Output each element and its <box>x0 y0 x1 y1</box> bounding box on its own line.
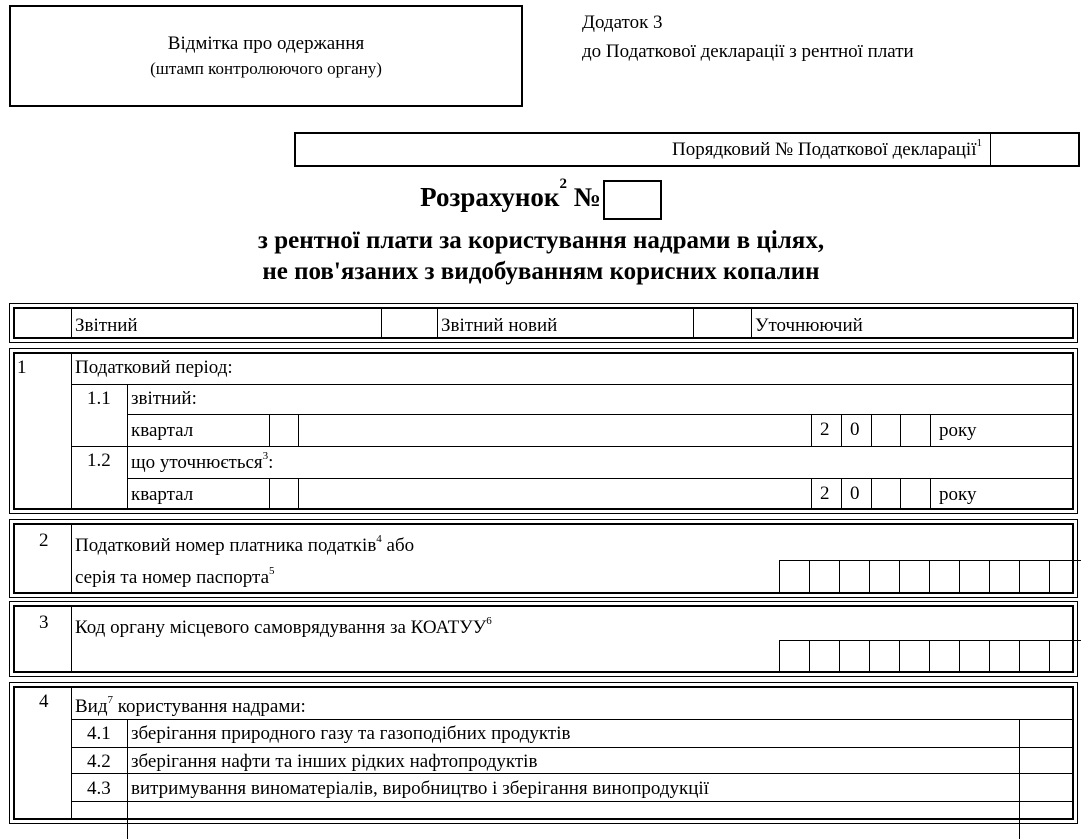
calculation-number-field[interactable] <box>603 180 662 220</box>
row-1-1-quarter-field[interactable] <box>269 414 299 446</box>
row-1-2-year-label: року <box>939 484 977 505</box>
row-1-1-year-digit2: 0 <box>850 419 860 440</box>
stamp-line1: Відмітка про одержання <box>167 33 365 54</box>
stamp-line2: (штамп контролюючого органу) <box>150 59 382 78</box>
declaration-number-field[interactable] <box>990 134 1081 165</box>
item-4-2-num: 4.2 <box>87 751 111 772</box>
row-1-1-label: звітний: <box>131 388 197 409</box>
row-1-2-label: що уточнюється$^3$: <box>131 450 274 473</box>
type-clarifying: Уточнюючий <box>755 315 863 336</box>
section-2-num: 2 <box>39 530 49 551</box>
row-1-2-year-field[interactable] <box>811 478 931 510</box>
item-4-1-num: 4.1 <box>87 723 111 744</box>
section-3-num: 3 <box>39 612 49 633</box>
type-reporting-new: Звітний новий <box>441 315 558 336</box>
koatuu-field[interactable] <box>779 640 1081 673</box>
subtitle-line1: з рентної плати за користування надрами в цілях, <box>257 227 825 254</box>
section-2-line1: Податковий номер платника податків$^4$ або <box>75 533 415 556</box>
item-4-3-num: 4.3 <box>87 778 111 799</box>
section-1-num: 1 <box>17 357 27 378</box>
type-reporting-new-checkbox[interactable] <box>381 309 437 337</box>
declaration-number-row <box>294 132 1080 167</box>
section-2-tax-number <box>9 519 1078 598</box>
section-2-line2: серія та номер паспорта$^5$ <box>75 565 275 588</box>
row-1-2-year-digit1: 2 <box>820 483 830 504</box>
row-1-1-year-field[interactable] <box>811 414 931 446</box>
row-1-2-num: 1.2 <box>87 450 111 471</box>
row-1-2-year-digit2: 0 <box>850 483 860 504</box>
section-1-tax-period <box>9 348 1078 514</box>
row-1-1-num: 1.1 <box>87 388 111 409</box>
declaration-number-label: Порядковий № Податкової декларації$^1$ <box>672 137 982 160</box>
item-4-2-label: зберігання нафти та інших рідких нафтопродуктів <box>131 751 538 772</box>
item-4-3-label: витримування виноматеріалів, виробництво і зберігання винопродукції <box>131 778 709 799</box>
section-1-label: Податковий період: <box>75 357 233 378</box>
row-1-1-year-label: року <box>939 420 977 441</box>
stamp-box <box>9 5 523 107</box>
annex-line2: до Податкової декларації з рентної плати <box>582 41 914 62</box>
item-4-1-label: зберігання природного газу та газоподібних продуктів <box>131 723 571 744</box>
annex-line1: Додаток 3 <box>582 12 663 33</box>
row-1-2-quarter-field[interactable] <box>269 478 299 510</box>
type-reporting-checkbox[interactable] <box>15 309 71 337</box>
section-3-label: Код органу місцевого самоврядування за КОАТУУ$^6$ <box>75 615 492 638</box>
section-3-koatuu <box>9 601 1078 677</box>
row-1-1-year-digit1: 2 <box>820 419 830 440</box>
type-clarifying-checkbox[interactable] <box>693 309 751 337</box>
section-4-subsoil-use <box>9 682 1078 824</box>
item-4-3-checkbox[interactable] <box>1019 773 1075 801</box>
item-4-2-checkbox[interactable] <box>1019 747 1075 773</box>
item-4-1-checkbox[interactable] <box>1019 719 1075 747</box>
annex-heading <box>582 8 914 66</box>
tax-number-field[interactable] <box>779 560 1081 593</box>
page-title: Розрахунок$^2$ № <box>0 180 1082 220</box>
row-1-1-quarter-label: квартал <box>131 420 194 441</box>
report-type-row <box>9 303 1078 343</box>
section-4-num: 4 <box>39 691 49 712</box>
section-4-label: Вид$^7$ користування надрами: <box>75 694 306 717</box>
type-reporting: Звітний <box>75 315 138 336</box>
row-1-2-quarter-label: квартал <box>131 484 194 505</box>
subtitle-line2: не пов'язаних з видобуванням корисних копалин <box>262 258 820 285</box>
